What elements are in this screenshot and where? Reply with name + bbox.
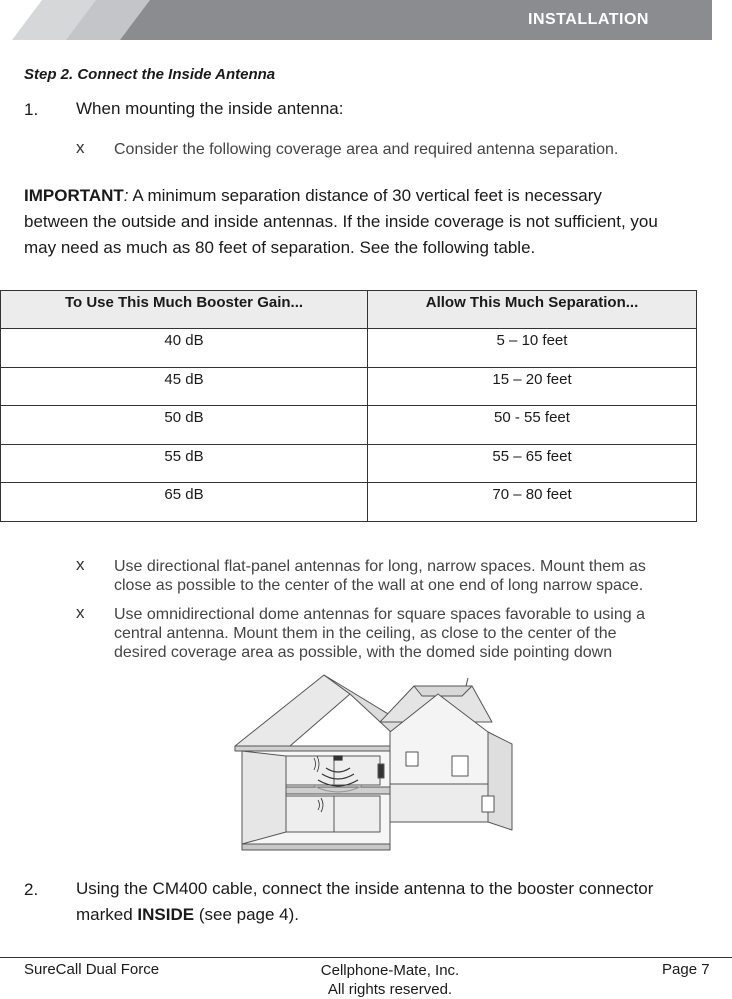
- item-1-bullet: Consider the following coverage area and required antenna separation.: [114, 141, 619, 158]
- item-2-number: 2.: [24, 880, 39, 899]
- bullet-directional: [114, 557, 646, 595]
- table-header-row: [1, 291, 697, 329]
- bullet-mark: x: [76, 138, 85, 157]
- table-row: [1, 329, 697, 368]
- table-cell-gain: 55 dB: [1, 444, 368, 483]
- important-line-3: may need as much as 80 feet of separation. See the following table.: [24, 238, 536, 257]
- table-header-gain: To Use This Much Booster Gain...: [1, 291, 368, 329]
- separation-table: [0, 290, 697, 522]
- footer-page-number: Page 7: [662, 961, 710, 978]
- table-cell-separation: 5 – 10 feet: [368, 329, 697, 368]
- footer-company: [300, 961, 480, 999]
- bullet-directional-line-2: close as possible to the center of the wall at one end of long narrow space.: [114, 577, 644, 594]
- footer-product: SureCall Dual Force: [24, 961, 160, 978]
- item-2-line-2-post: (see page 4).: [194, 905, 300, 924]
- table-header-separation: Allow This Much Separation...: [368, 291, 697, 329]
- bullet-omnidirectional: [114, 605, 645, 662]
- item-1-number: 1.: [24, 100, 39, 119]
- important-label: IMPORTANT: [24, 186, 124, 205]
- bullet-omni-line-1: Use omnidirectional dome antennas for square spaces favorable to using a: [114, 606, 645, 623]
- footer-company-line-2: All rights reserved.: [327, 981, 453, 998]
- table-row: [1, 406, 697, 445]
- item-1-text: When mounting the inside antenna:: [76, 99, 344, 118]
- footer-divider: [0, 957, 732, 958]
- item-2-line-2: [76, 902, 653, 928]
- table-row: [1, 483, 697, 522]
- footer-company-line-1: Cellphone-Mate, Inc.: [320, 962, 460, 979]
- bullet-directional-line-1: Use directional flat-panel antennas for long, narrow spaces. Mount them as: [114, 558, 646, 575]
- table-row: [1, 444, 697, 483]
- table-cell-separation: 70 – 80 feet: [368, 483, 697, 522]
- table-cell-gain: 45 dB: [1, 367, 368, 406]
- important-colon: :: [123, 186, 129, 205]
- important-line-1: A minimum separation distance of 30 vertical feet is necessary: [128, 186, 602, 205]
- table-cell-gain: 50 dB: [1, 406, 368, 445]
- table-cell-gain: 40 dB: [1, 329, 368, 368]
- item-2-line-1: Using the CM400 cable, connect the inside antenna to the booster connector: [76, 879, 654, 898]
- bullet-mark: x: [76, 555, 85, 574]
- bullet-omni-line-3: desired coverage area as possible, with the domed side pointing down: [114, 644, 613, 661]
- important-paragraph: [24, 183, 730, 261]
- table-cell-separation: 15 – 20 feet: [368, 367, 697, 406]
- section-title: INSTALLATION: [528, 11, 649, 28]
- table-row: [1, 367, 697, 406]
- table-cell-separation: 55 – 65 feet: [368, 444, 697, 483]
- item-2-line-2-pre: marked: [76, 905, 138, 924]
- item-2-text: [76, 876, 653, 928]
- step-title: Step 2. Connect the Inside Antenna: [24, 66, 276, 83]
- inside-connector-label: INSIDE: [137, 905, 195, 924]
- house-illustration: [230, 672, 526, 854]
- table-cell-gain: 65 dB: [1, 483, 368, 522]
- table-cell-separation: 50 - 55 feet: [368, 406, 697, 445]
- bullet-omni-line-2: central antenna. Mount them in the ceiling, as close to the center of the: [114, 625, 617, 642]
- bullet-mark: x: [76, 603, 85, 622]
- important-line-2: between the outside and inside antennas. If the inside coverage is not sufficient, you: [24, 212, 658, 231]
